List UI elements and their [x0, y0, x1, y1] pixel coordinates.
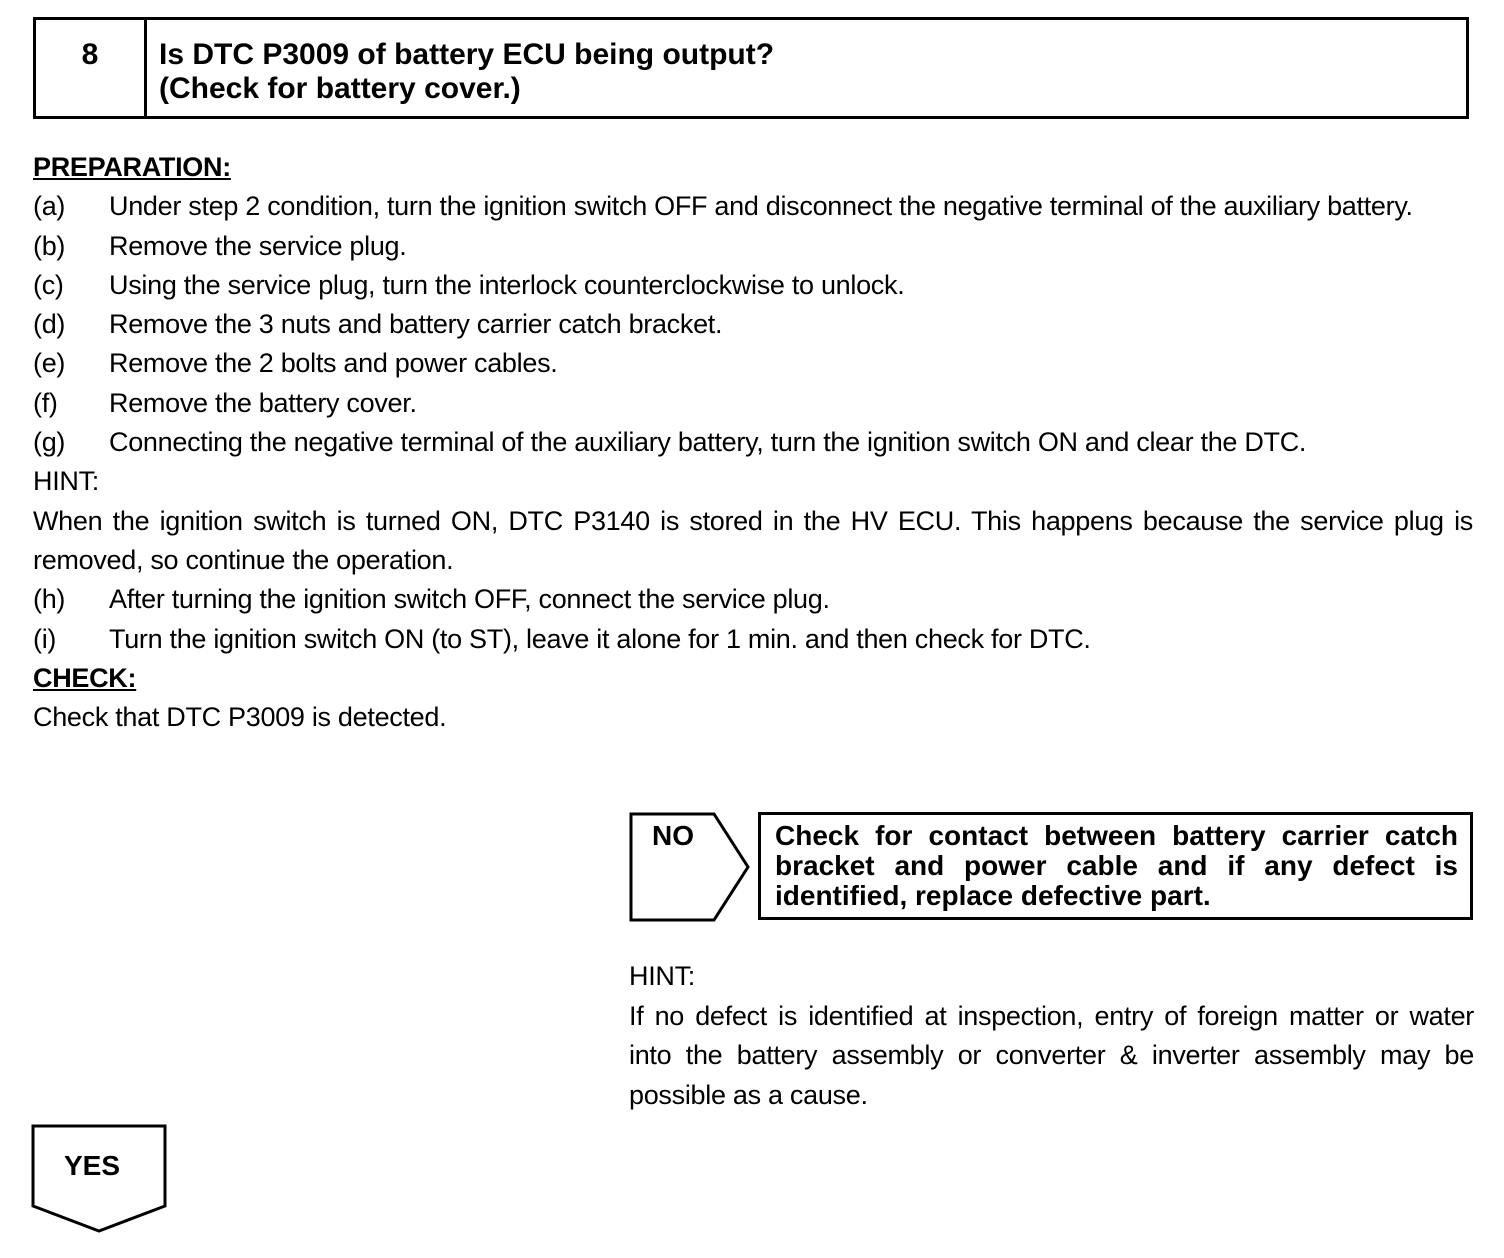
list-item — [33, 227, 1473, 266]
list-item-text: Turn the ignition switch ON (to ST), leave it alone for 1 min. and then check for DTC. — [109, 623, 1091, 654]
yes-label: YES — [64, 1150, 121, 1181]
list-item — [33, 423, 1473, 462]
no-branch-hint — [629, 957, 1474, 1115]
hint-label: HINT: — [33, 466, 100, 497]
step-title — [147, 20, 774, 116]
list-item-text: Under step 2 condition, turn the ignition switch OFF and disconnect the negative terminal of the auxiliary battery. — [109, 191, 1413, 222]
hint-text: If no defect is identified at inspection, entry of foreign matter or water into the battery assembly or converter & inverter assembly may be possible as a cause. — [629, 1000, 1474, 1110]
step-title-line2: (Check for battery cover.) — [159, 72, 521, 105]
list-item-text: Connecting the negative terminal of the auxiliary battery, turn the ignition switch ON and clear the DTC. — [109, 427, 1307, 458]
list-item-text: After turning the ignition switch OFF, connect the service plug. — [109, 584, 830, 615]
list-item — [33, 620, 1473, 659]
preparation-heading: PREPARATION: — [33, 152, 231, 182]
list-item — [33, 187, 1473, 226]
list-item — [33, 344, 1473, 383]
hint-text: When the ignition switch is turned ON, DTC P3140 is stored in the HV ECU. This happens because the service plug is removed, so continue the operation. — [33, 505, 1473, 575]
list-item-label: (h) — [33, 584, 66, 615]
list-item-label: (g) — [33, 427, 66, 458]
step-title-line1: Is DTC P3009 of battery ECU being output? — [159, 38, 775, 71]
check-text: Check that DTC P3009 is detected. — [33, 702, 447, 733]
list-item-text: Remove the 3 nuts and battery carrier catch bracket. — [109, 309, 723, 340]
list-item-label: (e) — [33, 348, 66, 379]
list-item-label: (b) — [33, 230, 66, 261]
hint-label: HINT: — [629, 961, 696, 991]
list-item-label: (i) — [33, 623, 57, 654]
list-item — [33, 580, 1473, 619]
procedure-body — [33, 148, 1473, 737]
list-item — [33, 305, 1473, 344]
check-heading: CHECK: — [33, 662, 137, 693]
list-item — [33, 266, 1473, 305]
list-item-text: Remove the service plug. — [109, 230, 407, 261]
list-item-text: Remove the 2 bolts and power cables. — [109, 348, 558, 379]
list-item-label: (c) — [33, 269, 64, 300]
step-number: 8 — [36, 20, 147, 116]
step-header — [33, 17, 1469, 119]
list-item — [33, 384, 1473, 423]
list-item-label: (d) — [33, 309, 66, 340]
no-label: NO — [652, 820, 694, 851]
list-item-label: (f) — [33, 387, 58, 418]
list-item-label: (a) — [33, 191, 66, 222]
list-item-text: Using the service plug, turn the interlock counterclockwise to unlock. — [109, 269, 905, 300]
no-result-box: Check for contact between battery carrier catch bracket and power cable and if any defect is identified, replace defective part. — [758, 812, 1473, 920]
list-item-text: Remove the battery cover. — [109, 387, 417, 418]
